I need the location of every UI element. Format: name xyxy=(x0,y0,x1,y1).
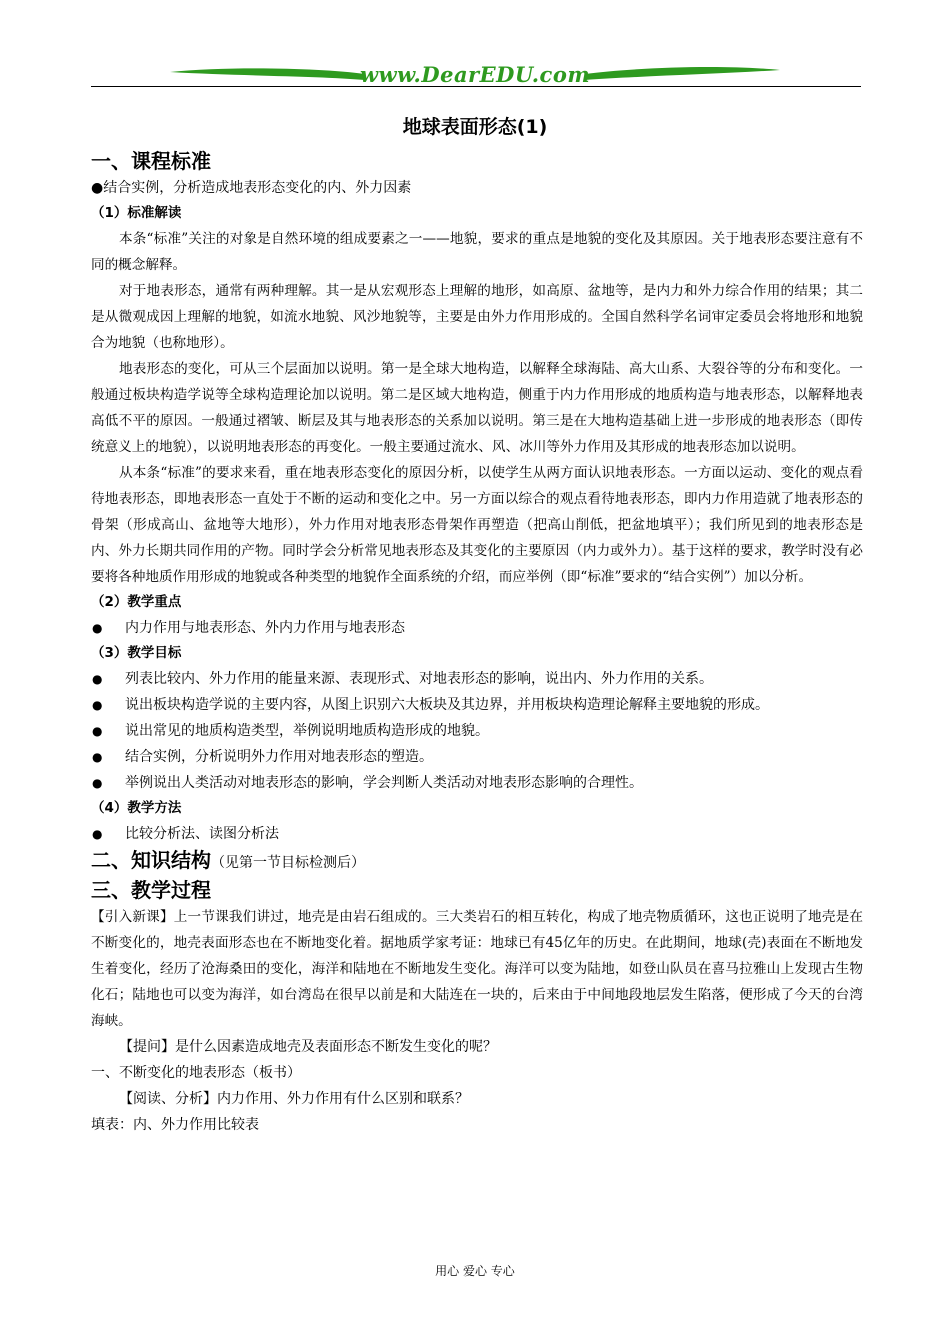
header-divider xyxy=(91,86,861,87)
page-footer: 用心 爱心 专心 xyxy=(435,1264,515,1278)
list-item: ● 说出常见的地质构造类型，举例说明地质构造形成的地貌。 xyxy=(91,718,863,744)
document-title: 地球表面形态(1) xyxy=(402,116,548,138)
list-item: ● 列表比较内、外力作用的能量来源、表现形式、对地表形态的影响，说出内、外力作用的关系。 xyxy=(91,666,863,692)
paragraph: 本条“标准”关注的对象是自然环境的组成要素之一——地貌，要求的重点是地貌的变化及其原因。关于地表形态要注意有不同的概念解释。 xyxy=(91,231,863,273)
subheading-objectives: （3）教学目标 xyxy=(91,645,182,661)
bullet-icon: ● xyxy=(92,750,103,764)
subheading-key-points: （2）教学重点 xyxy=(91,594,182,610)
subheading-interpretation: （1）标准解读 xyxy=(91,205,182,221)
intro-paragraph: 【引入新课】上一节课我们讲过，地壳是由岩石组成的。三大类岩石的相互转化，构成了地壳物质循环，这也正说明了地壳是在不断变化的，地壳表面形态也在不断地变化着。据地质学家考证：地球已有45亿年的历史。在此期间，地球(壳)表面在不断地发生着变化，经历了沧海桑田的变化，海洋和陆地在不断地发生变化。海洋可以变为陆地，如登山队员在喜马拉雅山上发现古生物化石；陆地也可以变为海洋，如台湾岛在很早以前是和大陆连在一块的，后来由于中间地段地层发生陷落，便形成了今天的台湾海峡。 xyxy=(91,909,863,1029)
list-item: ● 举例说出人类活动对地表形态的影响，学会判断人类活动对地表形态影响的合理性。 xyxy=(91,770,863,796)
objectives-list xyxy=(91,666,863,796)
bullet-icon: ● xyxy=(92,724,103,738)
methods-list xyxy=(91,821,863,847)
board-line: 一、不断变化的地表形态（板书） xyxy=(91,1065,301,1081)
section-heading-teaching-process: 三、教学过程 xyxy=(91,878,211,902)
list-item: ● 说出板块构造学说的主要内容，从图上识别六大板块及其边界，并用板块构造理论解释主要地貌的形成。 xyxy=(91,692,863,718)
standard-statement: ●结合实例，分析造成地表形态变化的内、外力因素 xyxy=(91,180,412,196)
list-item: ● 比较分析法、读图分析法 xyxy=(91,821,863,847)
paragraph: 从本条“标准”的要求来看，重在地表形态变化的原因分析，以使学生从两方面认识地表形态。一方面以运动、变化的观点看待地表形态，即地表形态一直处于不断的运动和变化之中。另一方面以综合的观点看待地表形态，即内力作用造就了地表形态的骨架（形成高山、盆地等大地形），外力作用对地表形态骨架作再塑造（把高山削低，把盆地填平）；我们所见到的地表形态是内、外力长期共同作用的产物。同时学会分析常见地表形态及其变化的主要原因（内力或外力）。基于这样的要求，教学时没有必要将各种地质作用形成的地貌或各种类型的地貌作全面系统的介绍，而应举例（即“标准”要求的“结合实例”）加以分析。 xyxy=(91,465,863,585)
bullet-icon: ● xyxy=(92,827,103,841)
section-heading-knowledge-structure: 二、知识结构（见第一节目标检测后） xyxy=(91,848,365,872)
reading-line: 【阅读、分析】内力作用、外力作用有什么区别和联系？ xyxy=(119,1091,469,1107)
bullet-icon: ● xyxy=(92,621,103,635)
table-intro-line: 填表：内、外力作用比较表 xyxy=(91,1117,259,1133)
section-heading-standards: 一、课程标准 xyxy=(91,149,211,173)
list-item: ● 内力作用与地表形态、外内力作用与地表形态 xyxy=(91,615,863,641)
paragraph: 地表形态的变化，可从三个层面加以说明。第一是全球大地构造，以解释全球海陆、高大山系、大裂谷等的分布和变化。一般通过板块构造学说等全球构造理论加以说明。第二是区域大地构造，侧重于内力作用形成的地质构造与地表形态，以解释地表高低不平的原因。一般通过褶皱、断层及其与地表形态的关系加以说明。第三是在大地构造基础上进一步形成的地表形态（即传统意义上的地貌），以说明地表形态的再变化。一般主要通过流水、风、冰川等外力作用及其形成的地表形态加以说明。 xyxy=(91,361,863,455)
paragraph: 对于地表形态，通常有两种理解。其一是从宏观形态上理解的地形，如高原、盆地等，是内力和外力综合作用的结果；其二是从微观成因上理解的地貌，如流水地貌、风沙地貌等，主要是由外力作用形成的。全国自然科学名词审定委员会将地形和地貌合为地貌（也称地形）。 xyxy=(91,283,863,351)
logo-text: www.DearEDU.com xyxy=(359,62,591,87)
bullet-icon: ● xyxy=(92,672,103,686)
bullet-icon: ● xyxy=(92,698,103,712)
bullet-icon: ● xyxy=(92,776,103,790)
question-line: 【提问】是什么因素造成地壳及表面形态不断发生变化的呢？ xyxy=(119,1039,497,1055)
subheading-methods: （4）教学方法 xyxy=(91,800,182,816)
list-item: ● 结合实例，分析说明外力作用对地表形态的塑造。 xyxy=(91,744,863,770)
header-logo xyxy=(170,60,780,92)
key-points-list xyxy=(91,615,863,641)
section-note: （见第一节目标检测后） xyxy=(211,855,365,871)
document-body xyxy=(91,148,863,1138)
